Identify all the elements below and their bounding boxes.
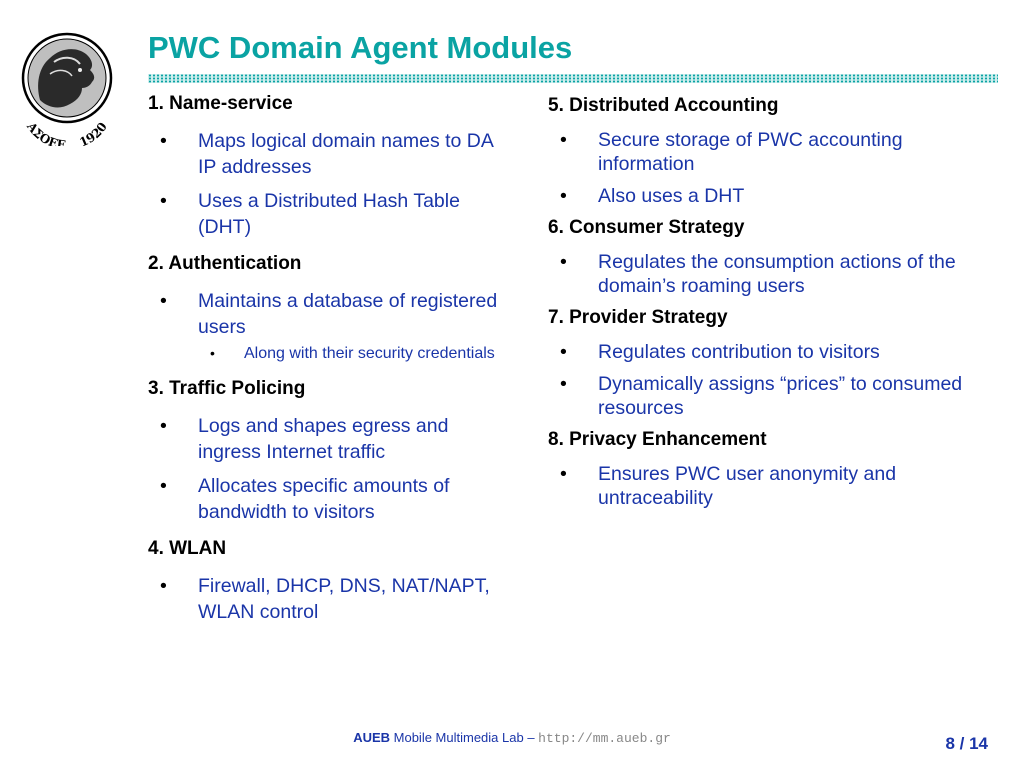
list-item xyxy=(148,413,508,465)
seal-text: ΑΣΟΕΕ 1920 xyxy=(24,119,110,146)
list-item xyxy=(548,462,968,510)
bullet-list xyxy=(148,288,508,365)
list-item xyxy=(548,250,968,298)
bullet-list xyxy=(548,128,968,208)
bullet-list xyxy=(548,462,968,510)
list-item-text: Firewall, DHCP, DNS, NAT/NAPT, WLAN control xyxy=(198,575,490,623)
list-item xyxy=(148,573,508,625)
bullet-dot-icon: • xyxy=(160,475,167,497)
list-item-text: Ensures PWC user anonymity and untraceability xyxy=(598,463,897,509)
footer-lab: Mobile Multimedia Lab – xyxy=(390,730,539,745)
section-heading: 5. Distributed Accounting xyxy=(548,95,779,116)
bullet-dot-icon: • xyxy=(560,373,567,395)
list-item-text: Also uses a DHT xyxy=(598,185,745,207)
bullet-dot-icon: • xyxy=(160,415,167,437)
bullet-dot-icon: • xyxy=(560,463,567,485)
bullet-dot-icon: • xyxy=(160,290,167,312)
section-heading: 4. WLAN xyxy=(148,538,227,559)
list-item-text: Regulates contribution to visitors xyxy=(598,341,880,363)
aueb-seal-logo xyxy=(10,30,124,146)
bullet-list xyxy=(148,413,508,525)
bullet-list xyxy=(548,340,968,420)
section-heading: 1. Name-service xyxy=(148,93,293,114)
list-item-text: Regulates the consumption actions of the domain’s roaming users xyxy=(598,251,956,297)
bullet-list xyxy=(548,250,968,298)
page-number: 8 / 14 xyxy=(945,734,988,753)
list-item xyxy=(148,288,508,340)
section-heading: 3. Traffic Policing xyxy=(148,378,306,399)
list-item-text: Allocates specific amounts of bandwidth to visitors xyxy=(198,475,450,523)
left-column xyxy=(148,92,508,633)
list-item-text: Dynamically assigns “prices” to consumed resources xyxy=(598,373,963,419)
list-item xyxy=(148,128,508,180)
list-item-text: Maintains a database of registered users xyxy=(198,290,498,338)
section-heading: 2. Authentication xyxy=(148,253,302,274)
list-item xyxy=(548,184,968,208)
right-column xyxy=(548,92,968,518)
bullet-list xyxy=(148,573,508,625)
list-item-text: Logs and shapes egress and ingress Internet traffic xyxy=(198,415,449,463)
slide-title: PWC Domain Agent Modules xyxy=(148,30,573,65)
footer-url[interactable]: http://mm.aueb.gr xyxy=(538,731,671,746)
list-item xyxy=(148,188,508,240)
list-item-text: Maps logical domain names to DA IP addresses xyxy=(198,130,493,178)
bullet-dot-icon: • xyxy=(210,345,215,361)
list-item xyxy=(548,340,968,364)
bullet-dot-icon: • xyxy=(560,341,567,363)
sub-list-item-text: Along with their security credentials xyxy=(244,345,495,362)
footer-org: AUEB xyxy=(353,730,391,745)
list-item xyxy=(148,473,508,525)
bullet-dot-icon: • xyxy=(560,185,567,207)
bullet-dot-icon: • xyxy=(160,130,167,152)
list-item-text: Uses a Distributed Hash Table (DHT) xyxy=(198,190,460,238)
sub-list-item xyxy=(148,342,508,365)
section-heading: 6. Consumer Strategy xyxy=(548,217,745,238)
bullet-dot-icon: • xyxy=(560,251,567,273)
footer-credit xyxy=(0,730,1024,746)
section-heading: 8. Privacy Enhancement xyxy=(548,429,767,450)
bullet-list xyxy=(148,128,508,240)
bullet-dot-icon: • xyxy=(560,129,567,151)
title-divider xyxy=(148,74,998,83)
list-item xyxy=(548,372,968,420)
bullet-dot-icon: • xyxy=(160,190,167,212)
section-heading: 7. Provider Strategy xyxy=(548,307,728,328)
bullet-dot-icon: • xyxy=(160,575,167,597)
list-item-text: Secure storage of PWC accounting information xyxy=(598,129,903,175)
list-item xyxy=(548,128,968,176)
